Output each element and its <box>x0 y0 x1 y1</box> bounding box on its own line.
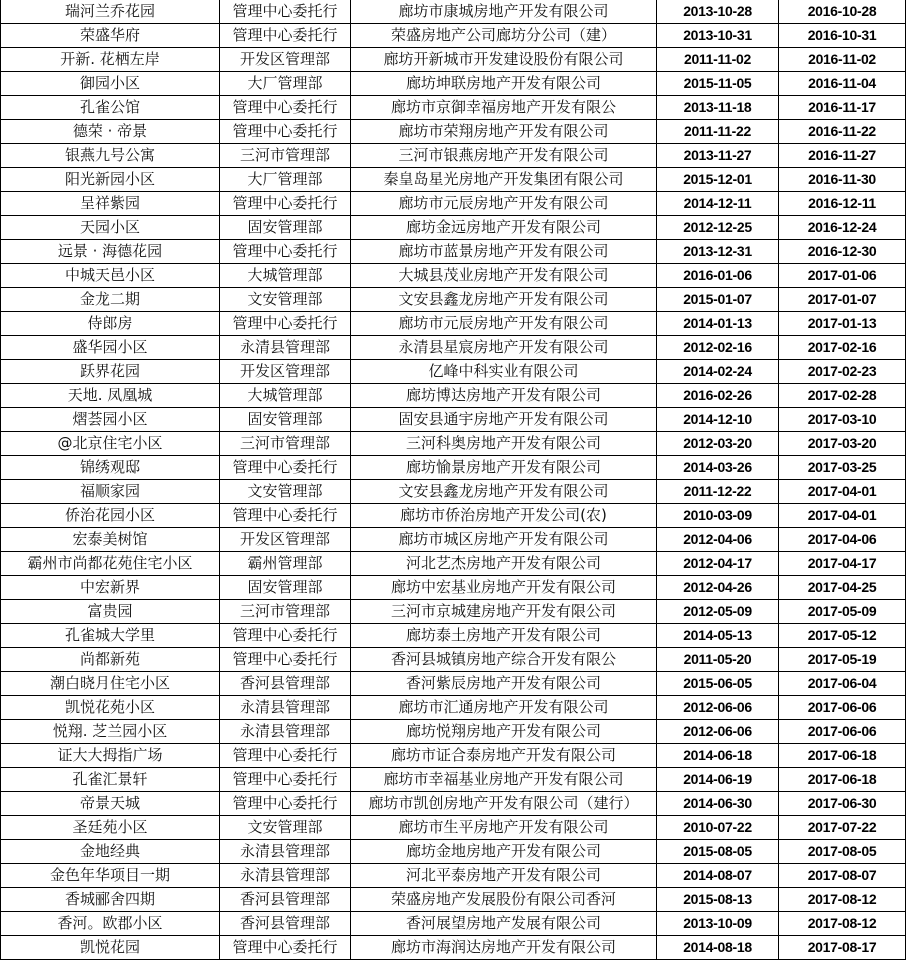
developer-cell: 廊坊市海润达房地产开发有限公司 <box>351 936 657 960</box>
department-cell: 管理中心委托行 <box>220 792 351 816</box>
department-cell: 管理中心委托行 <box>220 312 351 336</box>
developer-cell: 廊坊市汇通房地产开发有限公司 <box>351 696 657 720</box>
start-date-cell: 2012-02-16 <box>657 336 779 360</box>
start-date-cell: 2016-01-06 <box>657 264 779 288</box>
project-name-cell: 中城天邑小区 <box>1 264 220 288</box>
start-date-cell: 2012-05-09 <box>657 600 779 624</box>
project-name-cell: 香河。欧郡小区 <box>1 912 220 936</box>
department-cell: 永清县管理部 <box>220 336 351 360</box>
start-date-cell: 2010-07-22 <box>657 816 779 840</box>
end-date-cell: 2016-12-24 <box>779 216 906 240</box>
table-row <box>1 600 906 624</box>
start-date-cell: 2014-03-26 <box>657 456 779 480</box>
department-cell: 管理中心委托行 <box>220 744 351 768</box>
table-row <box>1 528 906 552</box>
project-name-cell: 富贵园 <box>1 600 220 624</box>
end-date-cell: 2016-12-30 <box>779 240 906 264</box>
project-name-cell: 阳光新园小区 <box>1 168 220 192</box>
end-date-cell: 2017-04-01 <box>779 480 906 504</box>
developer-cell: 三河科奥房地产开发有限公司 <box>351 432 657 456</box>
end-date-cell: 2016-11-17 <box>779 96 906 120</box>
developer-cell: 廊坊市元辰房地产开发有限公司 <box>351 192 657 216</box>
project-name-cell: 香城郦舍四期 <box>1 888 220 912</box>
end-date-cell: 2017-04-17 <box>779 552 906 576</box>
start-date-cell: 2014-06-19 <box>657 768 779 792</box>
project-name-cell: 帝景天城 <box>1 792 220 816</box>
department-cell: 管理中心委托行 <box>220 96 351 120</box>
table-row <box>1 912 906 936</box>
department-cell: 永清县管理部 <box>220 840 351 864</box>
developer-cell: 河北艺杰房地产开发有限公司 <box>351 552 657 576</box>
start-date-cell: 2011-11-02 <box>657 48 779 72</box>
developer-cell: 廊坊市城区房地产开发有限公司 <box>351 528 657 552</box>
department-cell: 管理中心委托行 <box>220 120 351 144</box>
project-name-cell: 天地. 凤凰城 <box>1 384 220 408</box>
developer-cell: 廊坊市荣翔房地产开发有限公司 <box>351 120 657 144</box>
project-name-cell: 霸州市尚都花苑住宅小区 <box>1 552 220 576</box>
start-date-cell: 2014-05-13 <box>657 624 779 648</box>
developer-cell: 大城县茂业房地产开发有限公司 <box>351 264 657 288</box>
developer-cell: 廊坊市生平房地产开发有限公司 <box>351 816 657 840</box>
developer-cell: 香河展望房地产发展有限公司 <box>351 912 657 936</box>
start-date-cell: 2015-08-13 <box>657 888 779 912</box>
project-name-cell: 凯悦花园 <box>1 936 220 960</box>
start-date-cell: 2012-06-06 <box>657 720 779 744</box>
table-row <box>1 456 906 480</box>
start-date-cell: 2011-05-20 <box>657 648 779 672</box>
start-date-cell: 2015-11-05 <box>657 72 779 96</box>
project-name-cell: 凯悦花苑小区 <box>1 696 220 720</box>
end-date-cell: 2016-10-31 <box>779 24 906 48</box>
project-name-cell: 金地经典 <box>1 840 220 864</box>
table-row <box>1 432 906 456</box>
department-cell: 永清县管理部 <box>220 864 351 888</box>
table-row <box>1 240 906 264</box>
start-date-cell: 2012-12-25 <box>657 216 779 240</box>
developer-cell: 三河市银燕房地产开发有限公司 <box>351 144 657 168</box>
table-row <box>1 264 906 288</box>
department-cell: 固安管理部 <box>220 216 351 240</box>
department-cell: 管理中心委托行 <box>220 192 351 216</box>
department-cell: 管理中心委托行 <box>220 0 351 24</box>
table-row <box>1 216 906 240</box>
department-cell: 管理中心委托行 <box>220 624 351 648</box>
end-date-cell: 2017-06-06 <box>779 696 906 720</box>
developer-cell: 廊坊市京御幸福房地产开发有限公 <box>351 96 657 120</box>
project-name-cell: 中宏新界 <box>1 576 220 600</box>
start-date-cell: 2013-10-31 <box>657 24 779 48</box>
table-row <box>1 336 906 360</box>
start-date-cell: 2016-02-26 <box>657 384 779 408</box>
end-date-cell: 2017-08-12 <box>779 888 906 912</box>
start-date-cell: 2014-08-07 <box>657 864 779 888</box>
start-date-cell: 2010-03-09 <box>657 504 779 528</box>
developer-cell: 廊坊市康城房地产开发有限公司 <box>351 0 657 24</box>
start-date-cell: 2014-02-24 <box>657 360 779 384</box>
end-date-cell: 2017-03-10 <box>779 408 906 432</box>
developer-cell: 廊坊市幸福基业房地产开发有限公司 <box>351 768 657 792</box>
end-date-cell: 2017-05-09 <box>779 600 906 624</box>
table-row <box>1 888 906 912</box>
start-date-cell: 2015-06-05 <box>657 672 779 696</box>
project-name-cell: 御园小区 <box>1 72 220 96</box>
department-cell: 大厂管理部 <box>220 72 351 96</box>
start-date-cell: 2012-04-26 <box>657 576 779 600</box>
end-date-cell: 2017-08-12 <box>779 912 906 936</box>
project-name-cell: 呈祥紫园 <box>1 192 220 216</box>
project-name-cell: 圣廷苑小区 <box>1 816 220 840</box>
start-date-cell: 2012-06-06 <box>657 696 779 720</box>
table-row <box>1 864 906 888</box>
developer-cell: 秦皇岛星光房地产开发集团有限公司 <box>351 168 657 192</box>
start-date-cell: 2014-06-30 <box>657 792 779 816</box>
end-date-cell: 2017-04-01 <box>779 504 906 528</box>
project-name-cell: 孔雀城大学里 <box>1 624 220 648</box>
table-row <box>1 192 906 216</box>
developer-cell: 永清县星宸房地产开发有限公司 <box>351 336 657 360</box>
department-cell: 永清县管理部 <box>220 696 351 720</box>
project-name-cell: 开新. 花栖左岸 <box>1 48 220 72</box>
project-name-cell: 孔雀公馆 <box>1 96 220 120</box>
table-row <box>1 576 906 600</box>
table-row <box>1 168 906 192</box>
department-cell: 霸州管理部 <box>220 552 351 576</box>
end-date-cell: 2017-01-13 <box>779 312 906 336</box>
table-row <box>1 648 906 672</box>
end-date-cell: 2017-04-25 <box>779 576 906 600</box>
department-cell: 大城管理部 <box>220 384 351 408</box>
developer-cell: 荣盛房地产发展股份有限公司香河 <box>351 888 657 912</box>
department-cell: 管理中心委托行 <box>220 504 351 528</box>
end-date-cell: 2017-08-05 <box>779 840 906 864</box>
department-cell: 三河市管理部 <box>220 432 351 456</box>
end-date-cell: 2017-06-18 <box>779 768 906 792</box>
start-date-cell: 2013-10-09 <box>657 912 779 936</box>
table-row <box>1 288 906 312</box>
start-date-cell: 2013-12-31 <box>657 240 779 264</box>
table-row <box>1 672 906 696</box>
project-name-cell: 侍郎房 <box>1 312 220 336</box>
table-row <box>1 0 906 24</box>
department-cell: 固安管理部 <box>220 408 351 432</box>
project-name-cell: 尚都新苑 <box>1 648 220 672</box>
department-cell: 香河县管理部 <box>220 888 351 912</box>
department-cell: 固安管理部 <box>220 576 351 600</box>
project-name-cell: 潮白晓月住宅小区 <box>1 672 220 696</box>
developer-cell: 亿峰中科实业有限公司 <box>351 360 657 384</box>
developer-cell: 廊坊金远房地产开发有限公司 <box>351 216 657 240</box>
end-date-cell: 2016-10-28 <box>779 0 906 24</box>
department-cell: 文安管理部 <box>220 816 351 840</box>
project-name-cell: 天园小区 <box>1 216 220 240</box>
table-row <box>1 24 906 48</box>
table-row <box>1 696 906 720</box>
table-row <box>1 720 906 744</box>
end-date-cell: 2017-06-30 <box>779 792 906 816</box>
developer-cell: 香河紫辰房地产开发有限公司 <box>351 672 657 696</box>
department-cell: 开发区管理部 <box>220 48 351 72</box>
start-date-cell: 2014-01-13 <box>657 312 779 336</box>
table-row <box>1 552 906 576</box>
start-date-cell: 2014-06-18 <box>657 744 779 768</box>
project-name-cell: 侨治花园小区 <box>1 504 220 528</box>
developer-cell: 文安县鑫龙房地产开发有限公司 <box>351 288 657 312</box>
table-row <box>1 504 906 528</box>
developer-cell: 三河市京城建房地产开发有限公司 <box>351 600 657 624</box>
table-row <box>1 144 906 168</box>
start-date-cell: 2014-12-11 <box>657 192 779 216</box>
developer-cell: 廊坊坤联房地产开发有限公司 <box>351 72 657 96</box>
project-name-cell: 德荣 · 帝景 <box>1 120 220 144</box>
end-date-cell: 2016-11-30 <box>779 168 906 192</box>
project-name-cell: 悦翔. 芝兰园小区 <box>1 720 220 744</box>
start-date-cell: 2011-11-22 <box>657 120 779 144</box>
developer-cell: 廊坊市证合泰房地产开发有限公司 <box>351 744 657 768</box>
project-name-cell: 跃界花园 <box>1 360 220 384</box>
department-cell: 管理中心委托行 <box>220 648 351 672</box>
project-name-cell: 远景 · 海德花园 <box>1 240 220 264</box>
end-date-cell: 2017-02-23 <box>779 360 906 384</box>
start-date-cell: 2012-04-17 <box>657 552 779 576</box>
table-row <box>1 840 906 864</box>
developer-cell: 廊坊愉景房地产开发有限公司 <box>351 456 657 480</box>
end-date-cell: 2016-11-22 <box>779 120 906 144</box>
department-cell: 香河县管理部 <box>220 672 351 696</box>
department-cell: 管理中心委托行 <box>220 240 351 264</box>
developer-cell: 廊坊博达房地产开发有限公司 <box>351 384 657 408</box>
table-row <box>1 480 906 504</box>
project-name-cell: 盛华园小区 <box>1 336 220 360</box>
end-date-cell: 2016-11-02 <box>779 48 906 72</box>
start-date-cell: 2015-12-01 <box>657 168 779 192</box>
department-cell: 管理中心委托行 <box>220 936 351 960</box>
department-cell: 永清县管理部 <box>220 720 351 744</box>
end-date-cell: 2017-03-20 <box>779 432 906 456</box>
end-date-cell: 2017-08-07 <box>779 864 906 888</box>
table-row <box>1 792 906 816</box>
start-date-cell: 2013-10-28 <box>657 0 779 24</box>
developer-cell: 廊坊金地房地产开发有限公司 <box>351 840 657 864</box>
table-row <box>1 936 906 960</box>
end-date-cell: 2017-06-04 <box>779 672 906 696</box>
department-cell: 开发区管理部 <box>220 360 351 384</box>
end-date-cell: 2017-07-22 <box>779 816 906 840</box>
end-date-cell: 2016-11-04 <box>779 72 906 96</box>
end-date-cell: 2017-03-25 <box>779 456 906 480</box>
project-name-cell: 瑞河兰乔花园 <box>1 0 220 24</box>
developer-cell: 廊坊市元辰房地产开发有限公司 <box>351 312 657 336</box>
project-name-cell: @北京住宅小区 <box>1 432 220 456</box>
project-name-cell: 银燕九号公寓 <box>1 144 220 168</box>
department-cell: 管理中心委托行 <box>220 24 351 48</box>
developer-cell: 廊坊泰土房地产开发有限公司 <box>351 624 657 648</box>
start-date-cell: 2015-01-07 <box>657 288 779 312</box>
developer-cell: 廊坊开新城市开发建设股份有限公司 <box>351 48 657 72</box>
table-row <box>1 744 906 768</box>
department-cell: 文安管理部 <box>220 288 351 312</box>
end-date-cell: 2016-12-11 <box>779 192 906 216</box>
department-cell: 管理中心委托行 <box>220 768 351 792</box>
project-name-cell: 福顺家园 <box>1 480 220 504</box>
project-name-cell: 金色年华项目一期 <box>1 864 220 888</box>
end-date-cell: 2017-08-17 <box>779 936 906 960</box>
project-name-cell: 证大大拇指广场 <box>1 744 220 768</box>
project-name-cell: 熠荟园小区 <box>1 408 220 432</box>
start-date-cell: 2012-03-20 <box>657 432 779 456</box>
table-row <box>1 48 906 72</box>
project-name-cell: 金龙二期 <box>1 288 220 312</box>
table-row <box>1 408 906 432</box>
developer-cell: 文安县鑫龙房地产开发有限公司 <box>351 480 657 504</box>
end-date-cell: 2017-06-06 <box>779 720 906 744</box>
developer-cell: 廊坊市凯创房地产开发有限公司（建行） <box>351 792 657 816</box>
start-date-cell: 2014-12-10 <box>657 408 779 432</box>
end-date-cell: 2016-11-27 <box>779 144 906 168</box>
table-row <box>1 312 906 336</box>
developer-cell: 廊坊中宏基业房地产开发有限公司 <box>351 576 657 600</box>
department-cell: 开发区管理部 <box>220 528 351 552</box>
end-date-cell: 2017-05-19 <box>779 648 906 672</box>
end-date-cell: 2017-01-07 <box>779 288 906 312</box>
developer-cell: 固安县通宇房地产开发有限公司 <box>351 408 657 432</box>
table-row <box>1 360 906 384</box>
developer-cell: 河北平泰房地产开发有限公司 <box>351 864 657 888</box>
start-date-cell: 2013-11-27 <box>657 144 779 168</box>
developer-cell: 廊坊市蓝景房地产开发有限公司 <box>351 240 657 264</box>
start-date-cell: 2013-11-18 <box>657 96 779 120</box>
developer-cell: 荣盛房地产公司廊坊分公司（建） <box>351 24 657 48</box>
table-row <box>1 768 906 792</box>
table-row <box>1 384 906 408</box>
end-date-cell: 2017-06-18 <box>779 744 906 768</box>
table-row <box>1 624 906 648</box>
start-date-cell: 2014-08-18 <box>657 936 779 960</box>
department-cell: 大厂管理部 <box>220 168 351 192</box>
project-name-cell: 荣盛华府 <box>1 24 220 48</box>
department-cell: 香河县管理部 <box>220 912 351 936</box>
table-row <box>1 72 906 96</box>
developer-cell: 香河县城镇房地产综合开发有限公 <box>351 648 657 672</box>
end-date-cell: 2017-02-28 <box>779 384 906 408</box>
project-name-cell: 孔雀汇景轩 <box>1 768 220 792</box>
start-date-cell: 2015-08-05 <box>657 840 779 864</box>
end-date-cell: 2017-04-06 <box>779 528 906 552</box>
department-cell: 三河市管理部 <box>220 600 351 624</box>
table-row <box>1 120 906 144</box>
department-cell: 大城管理部 <box>220 264 351 288</box>
project-name-cell: 宏泰美树馆 <box>1 528 220 552</box>
department-cell: 管理中心委托行 <box>220 456 351 480</box>
end-date-cell: 2017-01-06 <box>779 264 906 288</box>
table-row <box>1 816 906 840</box>
department-cell: 三河市管理部 <box>220 144 351 168</box>
start-date-cell: 2011-12-22 <box>657 480 779 504</box>
project-name-cell: 锦绣观邸 <box>1 456 220 480</box>
start-date-cell: 2012-04-06 <box>657 528 779 552</box>
developer-cell: 廊坊市侨治房地产开发公司(农) <box>351 504 657 528</box>
department-cell: 文安管理部 <box>220 480 351 504</box>
end-date-cell: 2017-02-16 <box>779 336 906 360</box>
developer-cell: 廊坊悦翔房地产开发有限公司 <box>351 720 657 744</box>
table-row <box>1 96 906 120</box>
table-body <box>1 0 906 960</box>
end-date-cell: 2017-05-12 <box>779 624 906 648</box>
